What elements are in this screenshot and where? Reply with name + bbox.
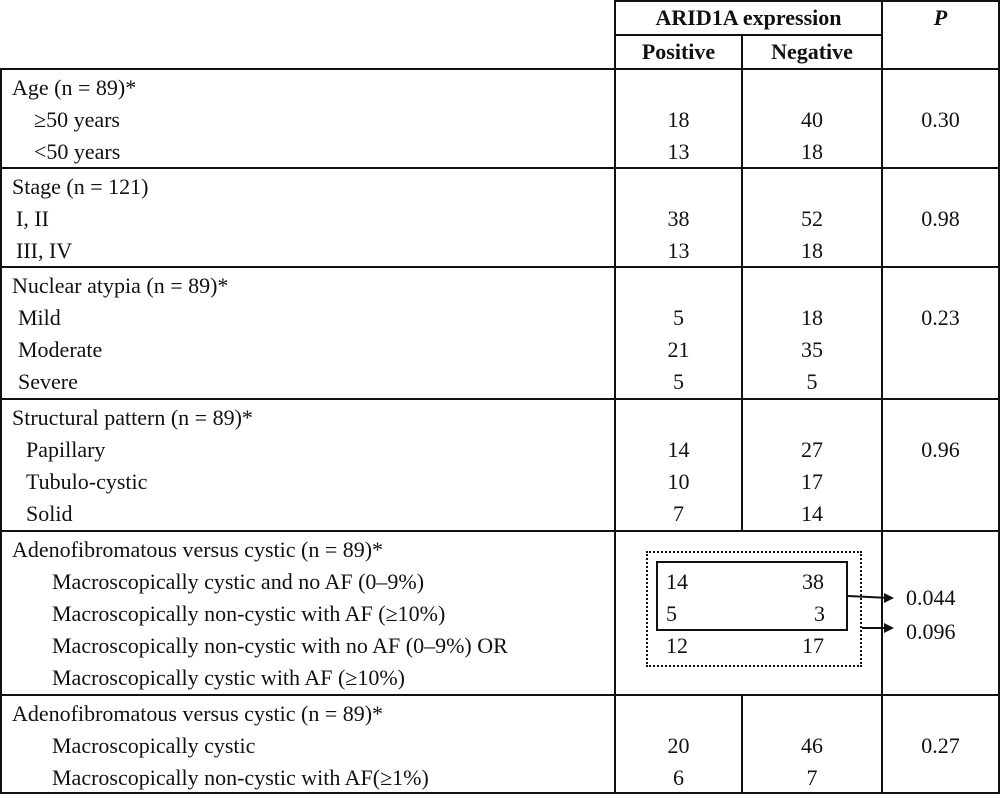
row-label: Macroscopically non-cystic with AF(≥1%) [52,765,429,790]
cell-negative: 35 [801,337,823,362]
cell-p-value: 0.23 [921,305,960,330]
section-title: Stage (n = 121) [12,174,149,199]
row-label: III, IV [16,238,73,263]
arrow-line-1 [848,596,890,598]
cell-p-value-2: 0.096 [906,619,956,644]
cell-positive: 14 [667,437,690,462]
cell-positive: 10 [667,469,690,494]
row-label: <50 years [34,139,121,164]
cell-p-value: 0.98 [921,206,960,231]
row-label: Papillary [26,437,106,462]
cell-negative: 17 [802,633,824,658]
header-negative: Negative [771,39,853,64]
cell-negative: 18 [801,305,823,330]
cell-negative: 52 [801,206,823,231]
section-title: Adenofibromatous versus cystic (n = 89)* [12,701,384,726]
row-label: Macroscopically cystic [52,733,256,758]
row-label: Moderate [18,337,103,362]
cell-negative: 17 [801,469,823,494]
cell-positive: 12 [666,633,688,658]
row-label: I, II [16,206,49,231]
cell-positive: 5 [673,369,684,394]
cell-positive: 20 [667,733,690,758]
section-title: Adenofibromatous versus cystic (n = 89)* [12,537,384,562]
row-label: Macroscopically cystic and no AF (0–9%) [52,569,425,594]
row-label: Tubulo-cystic [26,469,148,494]
cell-positive: 18 [667,107,690,132]
row-label: ≥50 years [34,107,120,132]
cell-positive: 13 [667,139,690,164]
cell-positive: 14 [666,569,688,594]
cell-negative: 38 [802,569,824,594]
cell-p-value: 0.30 [921,107,960,132]
cell-negative: 46 [801,733,823,758]
cell-p-value-1: 0.044 [906,585,956,610]
section-title: Nuclear atypia (n = 89)* [12,273,229,298]
cell-positive: 7 [673,501,684,526]
cell-positive: 5 [666,601,677,626]
cell-negative: 5 [806,369,818,394]
cell-positive: 38 [667,206,690,231]
row-label: Mild [18,305,61,330]
cell-p-value: 0.96 [921,437,960,462]
cell-negative: 18 [801,238,823,263]
cell-negative: 7 [806,765,818,790]
cell-positive: 21 [667,337,690,362]
header-p: P [933,5,948,30]
cell-negative: 40 [801,107,823,132]
cell-positive: 13 [667,238,690,263]
arrow-head-1 [884,593,894,603]
header-positive: Positive [641,39,716,64]
cell-negative: 14 [801,501,823,526]
row-label: Solid [26,501,73,526]
row-label: Macroscopically non-cystic with AF (≥10%) [52,601,446,626]
cell-negative: 3 [814,601,825,626]
arrow-head-2 [884,623,894,633]
section-title: Age (n = 89)* [12,75,137,100]
cell-negative: 18 [801,139,823,164]
row-label: Macroscopically cystic with AF (≥10%) [52,665,405,690]
cell-positive: 6 [673,765,684,790]
row-label: Macroscopically non-cystic with no AF (0–9%) OR [52,633,508,658]
section-title: Structural pattern (n = 89)* [12,405,253,430]
header-group: ARID1A expression [655,5,842,30]
row-label: Severe [18,369,78,394]
cell-positive: 5 [673,305,684,330]
cell-p-value: 0.27 [921,733,960,758]
cell-negative: 27 [801,437,823,462]
